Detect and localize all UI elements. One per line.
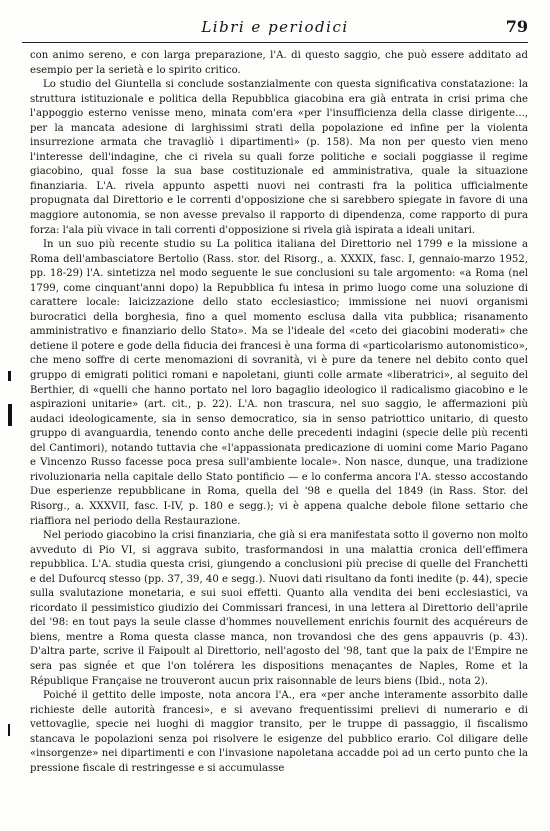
paragraph-1: con animo sereno, e con larga preparazione, l'A. di questo saggio, che può essere additato ad esempio per la serietà e lo spirito critico. [30,50,528,76]
paragraph-3: In un suo più recente studio su La politica italiana del Direttorio nel 1799 e la missione a Roma dell'ambasciatore Bertolio (Rass. stor. del Risorg., a. XXXIX, fasc. I, gennaio-marzo 1952, pp. 18-29) l'A. sintetizza nel modo seguente le sue conclusioni su tale argomento: «a Roma (nel 1799, come cinquant'anni dopo) la Repubblica fu intesa in primo luogo come una soluzione di carattere locale: laicizzazione dello stato ecclesiastico; immissione nei nuovi organismi burocratici della borghesia, fino a quel momento esclusa dalla vita pubblica; risanamento amministrativo e finanziario dello Stato». Ma se l'ideale del «ceto dei giacobini moderati» che detiene il potere e gode della fiducia dei francesi è una forma di «particolarismo autonomistico», che meno soffre di certe menomazioni di sovranità, vi è pure da tenere nel debito conto quel gruppo di emigrati politici romani e napoletani, giunti colle armate «liberatrici», al seguito del Berthier, di «quelli che hanno portato nel loro bagaglio ideologico il radicalismo giacobino e le aspirazioni unitarie» (art. cit., p. 22). L'A. non trascura, nel suo saggio, le affermazioni più audaci ideologicamente, sia in senso democratico, sia in senso patriottico unitario, di questo gruppo di avanguardia, tenendo conto anche delle precedenti indagini (specie delle più recenti del Cantimori), notando tuttavia che «l'appassionata predicazione di uomini come Mario Pagano e Vincenzo Russo facesse poca presa sull'ambiente locale». Non nasce, dunque, una tradizione rivoluzionaria nella capitale dello Stato pontificio — e lo conferma ancora l'A. stesso accostando Due esperienze repubblicane in Roma, quella del '98 e quella del 1849 (in Rass. Stor. del Risorg., a. XXXVII, fasc. I-IV, p. 180 e segg.); vi è appena qualche debole filone settario che riaffiora nel periodo della Restaurazione. [30,239,528,527]
margin-mark [8,371,11,381]
margin-mark [8,404,12,426]
body-text [30,49,528,776]
page-header [22,14,528,40]
paragraph-4: Nel periodo giacobino la crisi finanziaria, che già si era manifestata sotto il governo non molto avveduto di Pio VI, si aggrava subito, trasformandosi in una malattia cronica dell'effimera repubblica. L'A. studia questa crisi, giungendo a conclusioni più precise di quelle del Franchetti e del Dufourcq stesso (pp. 37, 39, 40 e segg.). Nuovi dati risultano da fonti inedite (p. 44), specie sulla svalutazione monetaria, e sui suoi effetti. Quanto alla vendita dei beni ecclesiastici, va ricordato il pessimistico giudizio dei Commissari francesi, in una lettera al Direttorio dell'aprile del '98: en tout pays la seule classe d'hommes nouvellement enrichis fournit des acquéreurs de biens, mentre a Roma questa classe manca, non trovandosi che des gens appauvris (p. 43). D'altra parte, scrive il Faipoult al Direttorio, nell'agosto del '98, tant que la paix de l'Empire ne sera pas signée et que l'on tolérera les dispositions menaçantes de Naples, Rome et la République Française ne trouveront aucun prix raisonnable de leurs biens (Ibid., nota 2). [30,530,528,687]
margin-mark [8,724,10,736]
header-rule [22,42,528,43]
paragraph-2: Lo studio del Giuntella si conclude sostanzialmente con questa significativa constatazione: la struttura istituzionale e politica della Repubblica giacobina era già entrata in crisi prima che l'appoggio esterno venisse meno, minata com'era «per l'insufficienza della classe dirigente..., per la mancata adesione di larghissimi strati della popolazione ed infine per la violenta insurrezione armata che travagliò i dipartimenti» (p. 158). Ma non per questo vien meno l'interesse dell'indagine, che ci rivela su quali forze politiche e sociali poggiasse il regime giacobino, qual fosse la sua base costituzionale ed amministrativa, quale la situazione finanziaria. L'A. rivela appunto aspetti nuovi nei contrasti fra la politica ufficialmente propugnata dal Direttorio e le correnti d'opposizione che si sarebbero spiegate in favore di una maggiore autonomia, se non avesse prevalso il rapporto di dipendenza, come rapporto di pura forza: l'ala più vivace in tali correnti d'opposizione si rivela già ispirata a ideali unitari. [30,79,528,236]
running-title: Libri e periodici [201,18,349,36]
paragraph-5: Poiché il gettito delle imposte, nota ancora l'A., era «per anche interamente assorbito dalle richieste delle autorità francesi», e si avevano frequentissimi prelievi di numerario e di vettovaglie, specie nei luoghi di maggior transito, per le truppe di passaggio, il fiscalismo stancava le popolazioni senza poi risolvere le esigenze del pubblico erario. Col diligare delle «insorgenze» nei dipartimenti e con l'invasione napoletana accadde poi ad un certo punto che la pressione fiscale di restringesse e si accumulasse [30,690,528,774]
page-number: 79 [505,17,528,36]
